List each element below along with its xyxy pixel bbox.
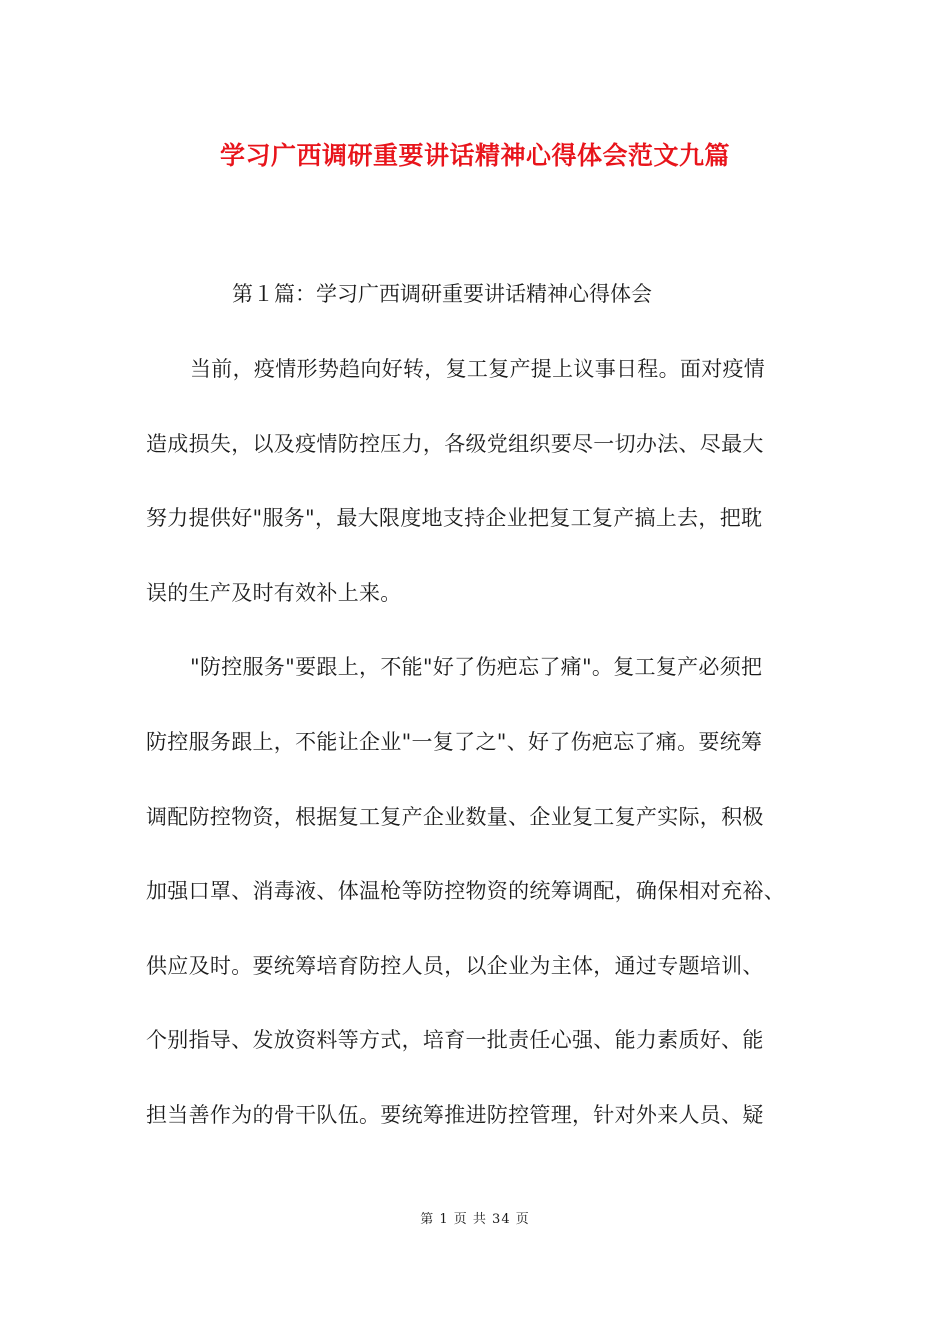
section-heading: 第１篇：学习广西调研重要讲话精神心得体会: [232, 282, 652, 306]
body-line: 努力提供好"服务"，最大限度地支持企业把复工复产搞上去，把耽: [146, 506, 763, 530]
body-line: 加强口罩、消毒液、体温枪等防控物资的统筹调配，确保相对充裕、: [146, 879, 785, 903]
document-title: 学习广西调研重要讲话精神心得体会范文九篇: [219, 141, 730, 170]
body-line: 当前，疫情形势趋向好转，复工复产提上议事日程。面对疫情: [190, 357, 766, 381]
body-line: 供应及时。要统筹培育防控人员，以企业为主体，通过专题培训、: [146, 954, 764, 978]
page-number-footer: 第 1 页 共 34 页: [420, 1212, 530, 1227]
body-line: 个别指导、发放资料等方式，培育一批责任心强、能力素质好、能: [146, 1028, 764, 1052]
body-line: "防控服务"要跟上，不能"好了伤疤忘了痛"。复工复产必须把: [190, 655, 763, 679]
body-line: 担当善作为的骨干队伍。要统筹推进防控管理，针对外来人员、疑: [146, 1103, 764, 1127]
body-line: 误的生产及时有效补上来。: [146, 581, 402, 605]
body-line: 防控服务跟上，不能让企业"一复了之"、好了伤疤忘了痛。要统筹: [146, 730, 763, 754]
body-line: 调配防控物资，根据复工复产企业数量、企业复工复产实际，积极: [146, 805, 764, 829]
body-line: 造成损失，以及疫情防控压力，各级党组织要尽一切办法、尽最大: [146, 432, 764, 456]
